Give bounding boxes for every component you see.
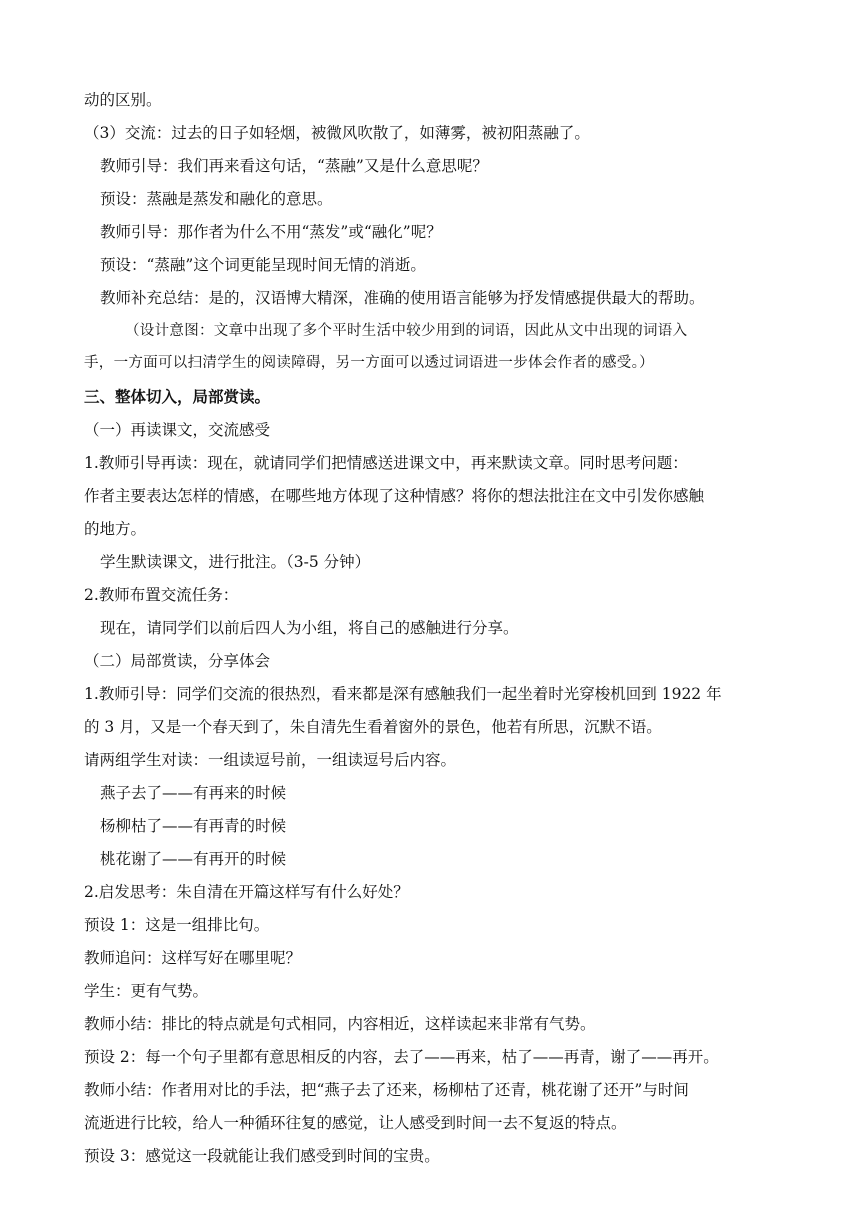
text-line: 杨柳枯了——有再青的时候: [100, 817, 287, 835]
text-line: 预设 3：感觉这一段就能让我们感受到时间的宝贵。: [84, 1147, 440, 1165]
text-line: 桃花谢了——有再开的时候: [100, 850, 287, 868]
text-line: 预设：蒸融是蒸发和融化的意思。: [100, 190, 333, 208]
subsection-heading: （二）局部赏读，分享体会: [84, 652, 271, 670]
text-line: （3）交流：过去的日子如轻烟，被微风吹散了，如薄雾，被初阳蒸融了。: [84, 124, 590, 142]
text-line: 教师小结：作者用对比的手法，把“燕子去了还来，杨柳枯了还青，桃花谢了还开”与时间: [84, 1081, 689, 1099]
text-line: 2.教师布置交流任务：: [84, 586, 239, 604]
section-heading: 三、整体切入，局部赏读。: [84, 387, 271, 406]
text-line: 教师引导：那作者为什么不用“蒸发”或“融化”呢？: [100, 223, 442, 241]
text-line: 动的区别。: [84, 91, 162, 109]
text-line: 2.启发思考：朱自清在开篇这样写有什么好处？: [84, 883, 409, 901]
text-line: 现在，请同学们以前后四人为小组，将自己的感触进行分享。: [100, 619, 519, 637]
text-line: 预设 2：每一个句子里都有意思相反的内容，去了——再来，枯了——再青，谢了——再开。: [84, 1048, 719, 1066]
text-line: 教师补充总结：是的，汉语博大精深，准确的使用语言能够为抒发情感提供最大的帮助。: [100, 289, 705, 307]
text-line: 教师追问：这样写好在哪里呢？: [84, 949, 302, 967]
text-line: 1.教师引导再读：现在，就请同学们把情感送进课文中，再来默读文章。同时思考问题：: [84, 454, 688, 472]
text-line: 教师引导：我们再来看这句话，“蒸融”又是什么意思呢？: [100, 157, 488, 175]
text-line: 流逝进行比较，给人一种循环往复的感觉，让人感受到时间一去不复返的特点。: [84, 1114, 627, 1132]
text-line: 预设：“蒸融”这个词更能呈现时间无情的消逝。: [100, 256, 426, 274]
text-line: 作者主要表达怎样的情感，在哪些地方体现了这种情感？将你的想法批注在文中引发你感触: [84, 487, 705, 505]
text-line: 的 3 月，又是一个春天到了，朱自清先生看着窗外的景色，他若有所思，沉默不语。: [84, 718, 662, 736]
design-intent-line: （设计意图：文章中出现了多个平时生活中较少用到的词语，因此从文中出现的词语入: [125, 323, 688, 339]
design-intent-line: 手，一方面可以扫清学生的阅读障碍，另一方面可以透过词语进一步体会作者的感受。）: [84, 355, 654, 371]
text-line: 燕子去了——有再来的时候: [100, 784, 287, 802]
text-line: 学生默读课文，进行批注。（3-5 分钟）: [100, 553, 371, 571]
text-line: 学生：更有气势。: [84, 982, 209, 1000]
text-line: 请两组学生对读：一组读逗号前，一组读逗号后内容。: [84, 751, 457, 769]
text-line: 的地方。: [84, 520, 147, 538]
subsection-heading: （一）再读课文，交流感受: [84, 421, 271, 439]
text-line: 预设 1：这是一组排比句。: [84, 916, 270, 934]
text-line: 1.教师引导：同学们交流的很热烈，看来都是深有感触我们一起坐着时光穿梭机回到 1922 年: [84, 685, 722, 703]
text-line: 教师小结：排比的特点就是句式相同，内容相近，这样读起来非常有气势。: [84, 1015, 596, 1033]
